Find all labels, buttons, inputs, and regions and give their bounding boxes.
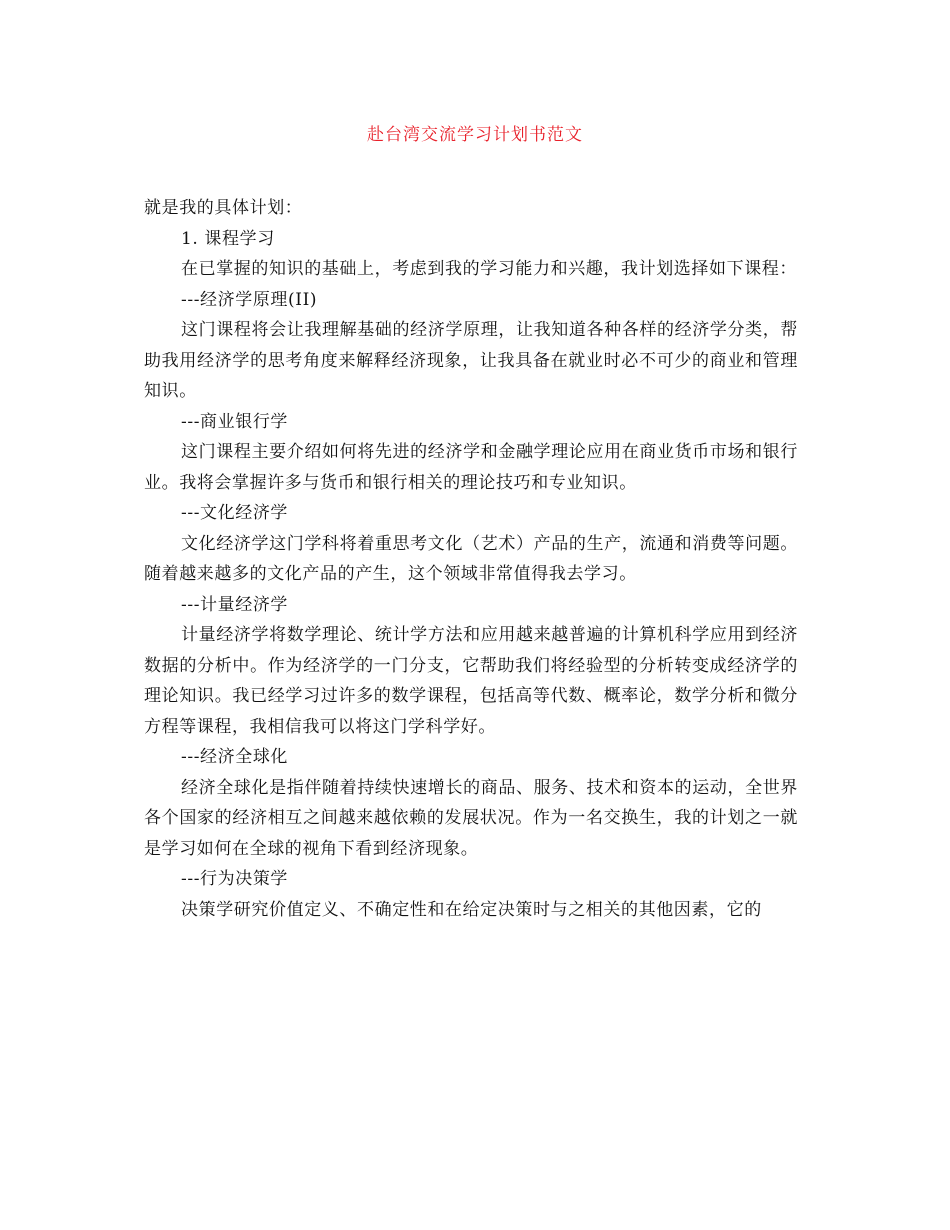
document-body [144, 193, 798, 925]
course-heading-economic-globalization: ---经济全球化 [181, 747, 289, 767]
course-description-cultural-economics: 文化经济学这门学科将着重思考文化（艺术）产品的生产，流通和消费等问题。随着越来越多的文化产品的产生，这个领域非常值得我去学习。 [144, 533, 798, 584]
course-heading-econometrics: ---计量经济学 [181, 594, 289, 615]
course-description-commercial-banking: 这门课程主要介绍如何将先进的经济学和金融学理论应用在商业货币市场和银行业。我将会掌握许多与货币和银行相关的理论技巧和专业知识。 [144, 442, 798, 493]
course-heading-behavioral-decision: ---行为决策学 [181, 869, 289, 889]
course-heading-cultural-economics: ---文化经济学 [181, 503, 289, 523]
course-heading-economics-principles: ---经济学原理(II) [181, 289, 318, 310]
course-description-econometrics: 计量经济学将数学理论、统计学方法和应用越来越普遍的计算机科学应用到经济数据的分析中。作为经济学的一门分支，它帮助我们将经验型的分析转变成经济学的理论知识。我已经学习过许多的数学课程，包括高等代数、概率论，数学分析和微分方程等课程，我相信我可以将这门学科学好。 [144, 625, 798, 737]
document-title: 赴台湾交流学习计划书范文 [367, 125, 583, 145]
course-intro-paragraph: 在已掌握的知识的基础上，考虑到我的学习能力和兴趣，我计划选择如下课程： [181, 259, 797, 279]
intro-paragraph: 就是我的具体计划： [144, 198, 303, 218]
course-description-economics-principles: 这门课程将会让我理解基础的经济学原理，让我知道各种各样的经济学分类，帮助我用经济学的思考角度来解释经济现象，让我具备在就业时必不可少的商业和管理知识。 [144, 320, 798, 401]
course-description-behavioral-decision: 决策学研究价值定义、不确定性和在给定决策时与之相关的其他因素，它的 [181, 899, 762, 920]
course-heading-commercial-banking: ---商业银行学 [181, 411, 289, 432]
course-description-economic-globalization: 经济全球化是指伴随着持续快速增长的商品、服务、技术和资本的运动，全世界各个国家的经济相互之间越来越依赖的发展状况。作为一名交换生，我的计划之一就是学习如何在全球的视角下看到经济现象。 [144, 777, 798, 859]
section-heading-course-study: 1. 课程学习 [181, 228, 275, 249]
